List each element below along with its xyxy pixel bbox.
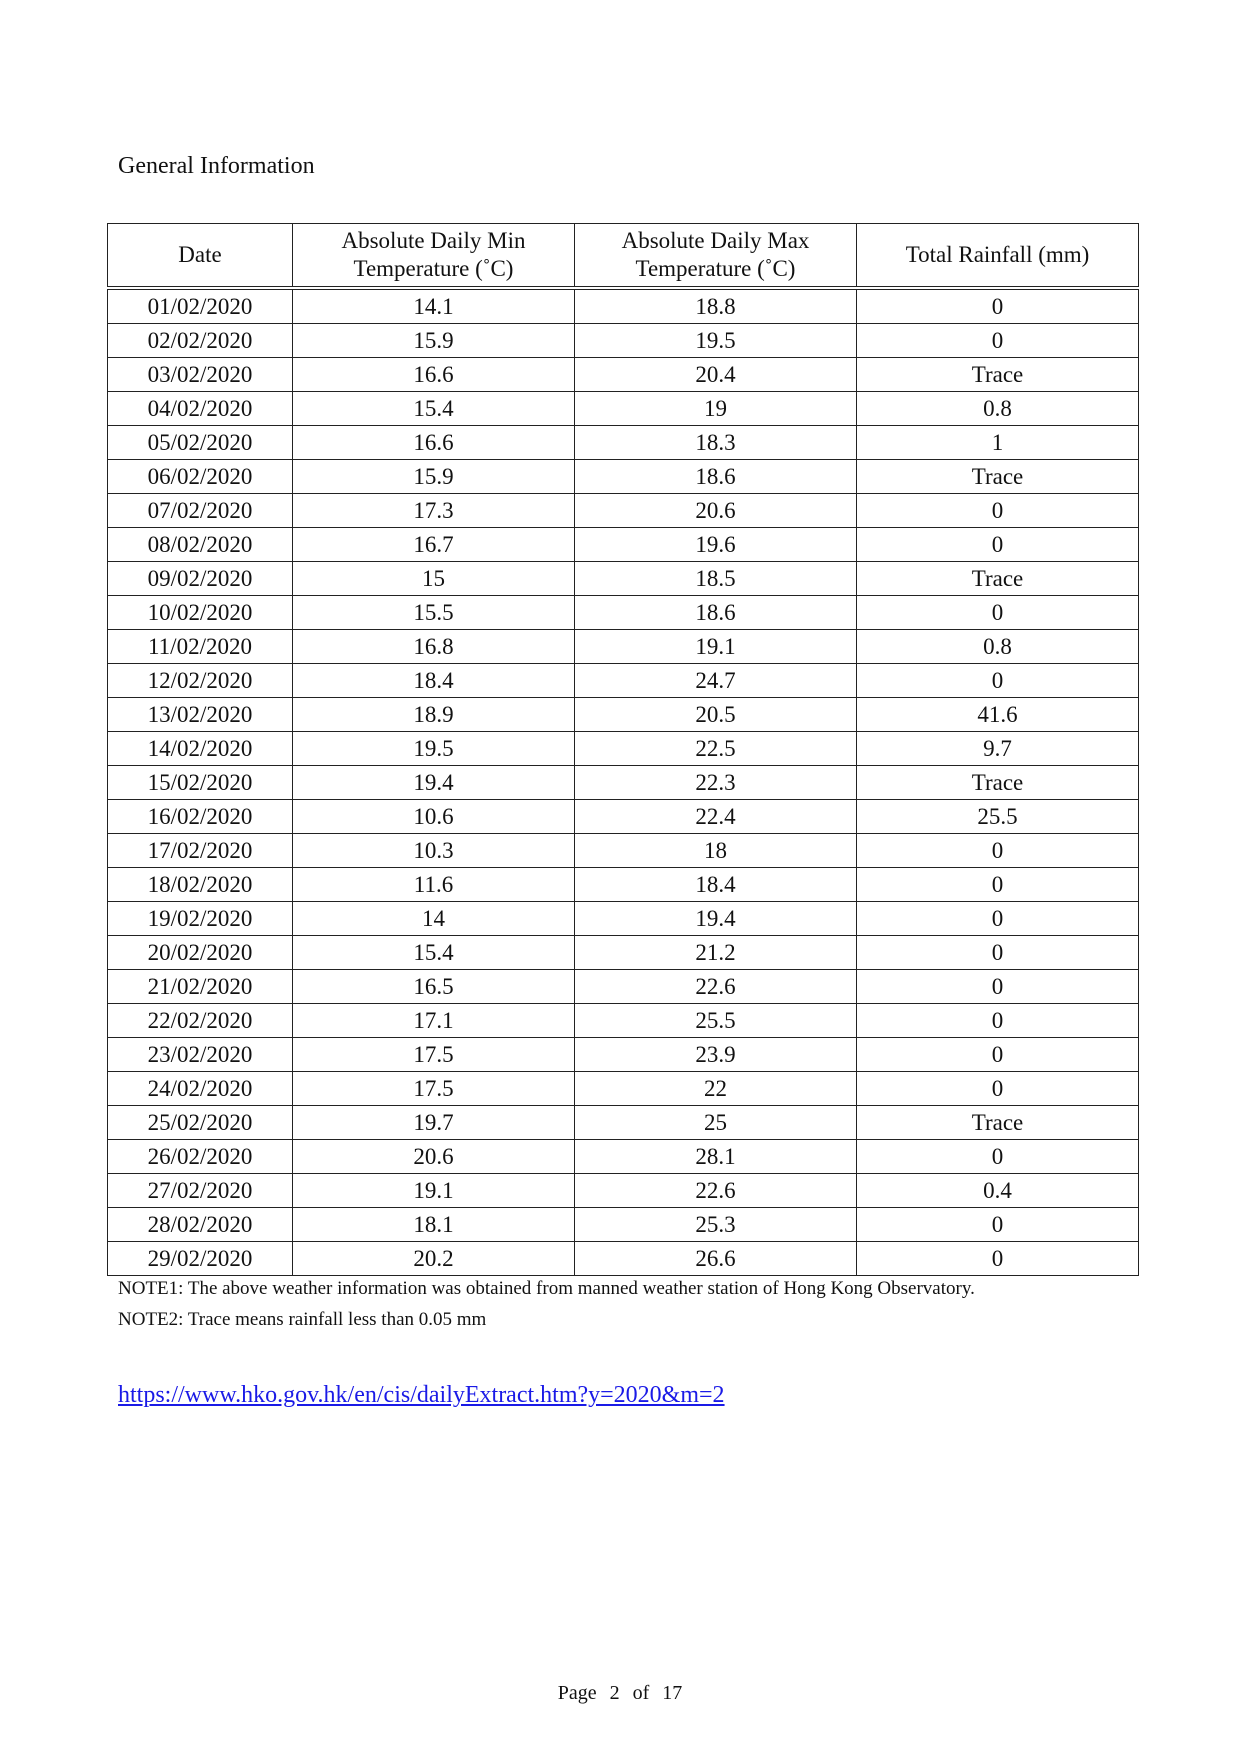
cell-min-temp: 15	[293, 562, 575, 596]
column-header-max-line1: Absolute Daily Max	[621, 228, 810, 253]
cell-min-temp: 19.4	[293, 766, 575, 800]
table-row	[108, 1174, 1139, 1208]
cell-min-temp: 10.6	[293, 800, 575, 834]
cell-date: 22/02/2020	[108, 1004, 293, 1038]
cell-max-temp: 18.6	[575, 460, 857, 494]
table-row	[108, 936, 1139, 970]
hko-data-link[interactable]: https://www.hko.gov.hk/en/cis/dailyExtract.htm?y=2020&m=2	[118, 1382, 725, 1408]
cell-date: 24/02/2020	[108, 1072, 293, 1106]
cell-min-temp: 11.6	[293, 868, 575, 902]
page-number: 2	[609, 1682, 620, 1704]
cell-date: 09/02/2020	[108, 562, 293, 596]
cell-date: 26/02/2020	[108, 1140, 293, 1174]
column-header-max-temp	[575, 224, 857, 289]
cell-rainfall: 41.6	[857, 698, 1139, 732]
table-row	[108, 562, 1139, 596]
cell-date: 15/02/2020	[108, 766, 293, 800]
cell-min-temp: 20.2	[293, 1242, 575, 1276]
cell-max-temp: 19	[575, 392, 857, 426]
cell-rainfall: 0	[857, 834, 1139, 868]
note-1: NOTE1: The above weather information was obtained from manned weather station of Hong Kong Observatory.	[118, 1278, 975, 1299]
cell-date: 27/02/2020	[108, 1174, 293, 1208]
cell-min-temp: 17.5	[293, 1072, 575, 1106]
page-label: Page	[557, 1682, 597, 1704]
cell-min-temp: 15.4	[293, 936, 575, 970]
table-body	[108, 288, 1139, 1276]
cell-rainfall: 0	[857, 1208, 1139, 1242]
table-row	[108, 528, 1139, 562]
cell-min-temp: 17.3	[293, 494, 575, 528]
cell-date: 29/02/2020	[108, 1242, 293, 1276]
cell-rainfall: 0	[857, 494, 1139, 528]
table-row	[108, 1004, 1139, 1038]
column-header-max-line2: Temperature (˚C)	[635, 256, 796, 281]
cell-date: 19/02/2020	[108, 902, 293, 936]
cell-max-temp: 22.6	[575, 970, 857, 1004]
cell-min-temp: 15.9	[293, 324, 575, 358]
table-row	[108, 630, 1139, 664]
cell-max-temp: 18.8	[575, 288, 857, 324]
column-header-date-label: Date	[178, 242, 222, 267]
column-header-min-line1: Absolute Daily Min	[341, 228, 526, 253]
cell-rainfall: 0	[857, 902, 1139, 936]
cell-rainfall: 0	[857, 528, 1139, 562]
table-row	[108, 288, 1139, 324]
cell-min-temp: 18.1	[293, 1208, 575, 1242]
cell-rainfall: 0	[857, 1242, 1139, 1276]
cell-date: 06/02/2020	[108, 460, 293, 494]
table-row	[108, 494, 1139, 528]
cell-date: 04/02/2020	[108, 392, 293, 426]
cell-date: 08/02/2020	[108, 528, 293, 562]
cell-max-temp: 20.4	[575, 358, 857, 392]
cell-max-temp: 19.4	[575, 902, 857, 936]
cell-rainfall: 25.5	[857, 800, 1139, 834]
cell-min-temp: 16.8	[293, 630, 575, 664]
cell-rainfall: Trace	[857, 562, 1139, 596]
cell-rainfall: 0.4	[857, 1174, 1139, 1208]
cell-max-temp: 19.6	[575, 528, 857, 562]
cell-min-temp: 15.4	[293, 392, 575, 426]
cell-min-temp: 16.5	[293, 970, 575, 1004]
cell-rainfall: 0	[857, 1038, 1139, 1072]
cell-rainfall: 0	[857, 324, 1139, 358]
table-row	[108, 1072, 1139, 1106]
column-header-date	[108, 224, 293, 289]
table-row	[108, 902, 1139, 936]
cell-min-temp: 18.9	[293, 698, 575, 732]
cell-rainfall: 0	[857, 868, 1139, 902]
cell-date: 16/02/2020	[108, 800, 293, 834]
cell-max-temp: 19.1	[575, 630, 857, 664]
cell-rainfall: Trace	[857, 358, 1139, 392]
table-row	[108, 868, 1139, 902]
cell-rainfall: 0	[857, 1004, 1139, 1038]
column-header-rainfall-label: Total Rainfall (mm)	[905, 242, 1090, 267]
table-row	[108, 800, 1139, 834]
cell-rainfall: 0.8	[857, 392, 1139, 426]
page-total: 17	[662, 1682, 683, 1704]
cell-rainfall: 1	[857, 426, 1139, 460]
cell-max-temp: 25.3	[575, 1208, 857, 1242]
weather-table	[107, 223, 1139, 1276]
cell-date: 25/02/2020	[108, 1106, 293, 1140]
cell-min-temp: 19.1	[293, 1174, 575, 1208]
cell-rainfall: 0	[857, 664, 1139, 698]
cell-min-temp: 19.5	[293, 732, 575, 766]
column-header-min-temp	[293, 224, 575, 289]
cell-min-temp: 18.4	[293, 664, 575, 698]
table-row	[108, 1242, 1139, 1276]
table-row	[108, 426, 1139, 460]
cell-date: 01/02/2020	[108, 288, 293, 324]
cell-date: 11/02/2020	[108, 630, 293, 664]
cell-max-temp: 20.5	[575, 698, 857, 732]
cell-max-temp: 21.2	[575, 936, 857, 970]
table-row	[108, 1140, 1139, 1174]
cell-rainfall: 9.7	[857, 732, 1139, 766]
cell-min-temp: 16.6	[293, 358, 575, 392]
table-row	[108, 1106, 1139, 1140]
table-row	[108, 460, 1139, 494]
cell-rainfall: 0	[857, 936, 1139, 970]
table-row	[108, 698, 1139, 732]
cell-max-temp: 25	[575, 1106, 857, 1140]
cell-max-temp: 18.4	[575, 868, 857, 902]
table-row	[108, 766, 1139, 800]
cell-max-temp: 22	[575, 1072, 857, 1106]
page-of-label: of	[632, 1682, 650, 1704]
table-row	[108, 834, 1139, 868]
cell-rainfall: Trace	[857, 1106, 1139, 1140]
table-header	[108, 224, 1139, 289]
table-row	[108, 392, 1139, 426]
cell-date: 14/02/2020	[108, 732, 293, 766]
cell-rainfall: Trace	[857, 766, 1139, 800]
cell-max-temp: 20.6	[575, 494, 857, 528]
table-row	[108, 1208, 1139, 1242]
cell-max-temp: 28.1	[575, 1140, 857, 1174]
table-row	[108, 1038, 1139, 1072]
column-header-rainfall	[857, 224, 1139, 289]
cell-date: 23/02/2020	[108, 1038, 293, 1072]
column-header-min-line2: Temperature (˚C)	[353, 256, 514, 281]
table-row	[108, 732, 1139, 766]
cell-date: 03/02/2020	[108, 358, 293, 392]
cell-max-temp: 18.5	[575, 562, 857, 596]
cell-date: 18/02/2020	[108, 868, 293, 902]
cell-max-temp: 25.5	[575, 1004, 857, 1038]
cell-max-temp: 22.3	[575, 766, 857, 800]
cell-date: 17/02/2020	[108, 834, 293, 868]
cell-date: 12/02/2020	[108, 664, 293, 698]
note-2: NOTE2: Trace means rainfall less than 0.05 mm	[118, 1309, 487, 1330]
cell-min-temp: 17.1	[293, 1004, 575, 1038]
cell-rainfall: 0	[857, 596, 1139, 630]
cell-date: 10/02/2020	[108, 596, 293, 630]
cell-max-temp: 18	[575, 834, 857, 868]
cell-max-temp: 22.5	[575, 732, 857, 766]
cell-max-temp: 18.6	[575, 596, 857, 630]
cell-max-temp: 18.3	[575, 426, 857, 460]
cell-rainfall: 0	[857, 970, 1139, 1004]
cell-rainfall: 0.8	[857, 630, 1139, 664]
table-row	[108, 664, 1139, 698]
cell-date: 02/02/2020	[108, 324, 293, 358]
cell-date: 20/02/2020	[108, 936, 293, 970]
cell-max-temp: 22.4	[575, 800, 857, 834]
cell-max-temp: 23.9	[575, 1038, 857, 1072]
cell-min-temp: 14	[293, 902, 575, 936]
cell-date: 05/02/2020	[108, 426, 293, 460]
header-row	[108, 224, 1139, 289]
cell-max-temp: 22.6	[575, 1174, 857, 1208]
cell-max-temp: 19.5	[575, 324, 857, 358]
section-heading: General Information	[118, 153, 315, 179]
cell-min-temp: 10.3	[293, 834, 575, 868]
cell-min-temp: 15.5	[293, 596, 575, 630]
page-footer	[0, 1682, 1240, 1705]
cell-min-temp: 20.6	[293, 1140, 575, 1174]
cell-rainfall: Trace	[857, 460, 1139, 494]
table-row	[108, 970, 1139, 1004]
cell-date: 13/02/2020	[108, 698, 293, 732]
cell-rainfall: 0	[857, 288, 1139, 324]
cell-date: 21/02/2020	[108, 970, 293, 1004]
cell-min-temp: 19.7	[293, 1106, 575, 1140]
cell-date: 07/02/2020	[108, 494, 293, 528]
cell-rainfall: 0	[857, 1140, 1139, 1174]
cell-min-temp: 16.6	[293, 426, 575, 460]
cell-min-temp: 15.9	[293, 460, 575, 494]
table-row	[108, 596, 1139, 630]
cell-min-temp: 14.1	[293, 288, 575, 324]
cell-rainfall: 0	[857, 1072, 1139, 1106]
cell-min-temp: 16.7	[293, 528, 575, 562]
table-row	[108, 324, 1139, 358]
cell-min-temp: 17.5	[293, 1038, 575, 1072]
cell-date: 28/02/2020	[108, 1208, 293, 1242]
cell-max-temp: 26.6	[575, 1242, 857, 1276]
table-row	[108, 358, 1139, 392]
cell-max-temp: 24.7	[575, 664, 857, 698]
